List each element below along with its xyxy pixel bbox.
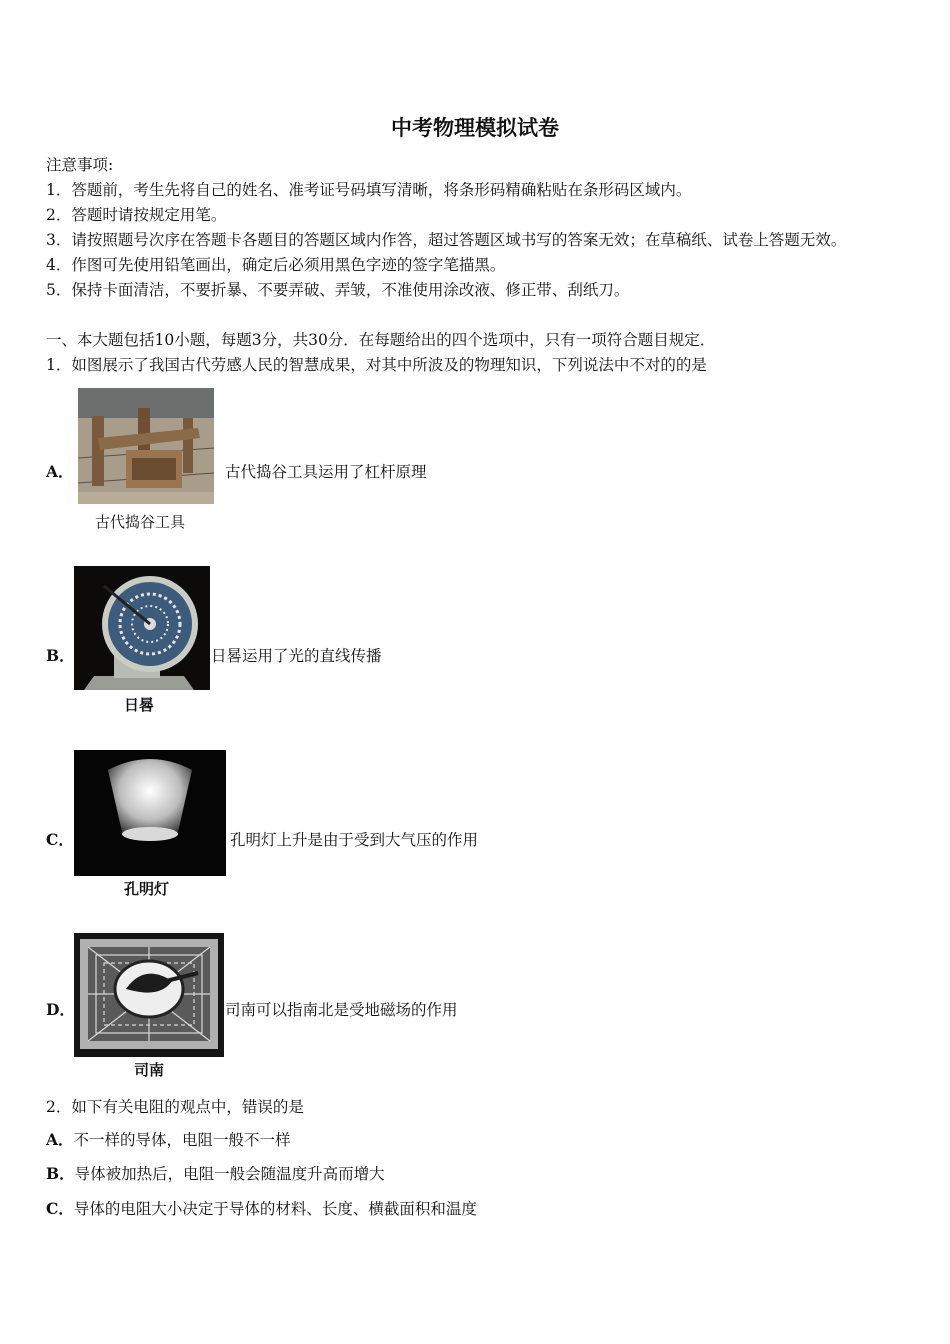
option-letter: C． (46, 1199, 74, 1218)
page-title: 中考物理模拟试卷 (391, 116, 559, 140)
notice-heading: 注意事项: (46, 156, 114, 174)
sundial-image (74, 566, 210, 690)
q2-option-a (46, 1128, 291, 1150)
option-text: 古代捣谷工具运用了杠杆原理 (225, 463, 427, 481)
option-letter: A． (46, 1130, 74, 1149)
option-text: 日晷运用了光的直线传播 (211, 647, 382, 665)
question-2-stem: 2．如下有关电阻的观点中，错误的是 (46, 1098, 304, 1116)
notice-item: 5．保持卡面清洁，不要折暴、不要弄破、弄皱，不准使用涂改液、修正带、刮纸刀。 (46, 281, 630, 299)
option-text: 孔明灯上升是由于受到大气压的作用 (230, 831, 479, 849)
compass-image (74, 933, 224, 1057)
sky-lantern-image (74, 750, 226, 876)
notice-item: 3．请按照题号次序在答题卡各题目的答题区域内作答，超过答题区域书写的答案无效；在草稿纸、试卷上答题无效。 (46, 231, 847, 249)
notice-item: 2．答题时请按规定用笔。 (46, 206, 227, 224)
option-text: 导体的电阻大小决定于导体的材料、长度、横截面积和温度 (73, 1200, 477, 1218)
image-caption: 日晷 (124, 696, 155, 714)
section-heading: 一、本大题包括10小题，每题3分，共30分．在每题给出的四个选项中，只有一项符合题目规定． (46, 331, 716, 349)
question-1-stem: 1．如图展示了我国古代劳感人民的智慧成果，对其中所波及的物理知识，下列说法中不对的的是 (46, 356, 707, 374)
option-text: 不一样的导体，电阻一般不一样 (73, 1131, 291, 1149)
option-letter: B． (46, 1164, 75, 1183)
mortar-tool-image (78, 388, 214, 504)
option-text: 导体被加热后，电阻一般会随温度升高而增大 (74, 1165, 385, 1183)
option-letter: C． (46, 830, 74, 849)
image-caption: 古代捣谷工具 (95, 513, 186, 531)
notice-item: 1．答题前，考生先将自己的姓名、准考证号码填写清晰，将条形码精确粘贴在条形码区域内。 (46, 181, 692, 199)
image-caption: 孔明灯 (124, 880, 170, 898)
image-caption: 司南 (134, 1061, 165, 1079)
option-text: 司南可以指南北是受地磁场的作用 (225, 1001, 458, 1019)
q2-option-b (46, 1162, 385, 1184)
option-letter: D． (46, 1000, 75, 1019)
notice-item: 4．作图可先使用铅笔画出，确定后必须用黑色字迹的签字笔描黑。 (46, 256, 506, 274)
option-letter: B． (46, 646, 75, 665)
q2-option-c (46, 1197, 477, 1219)
option-letter: A． (46, 462, 74, 481)
